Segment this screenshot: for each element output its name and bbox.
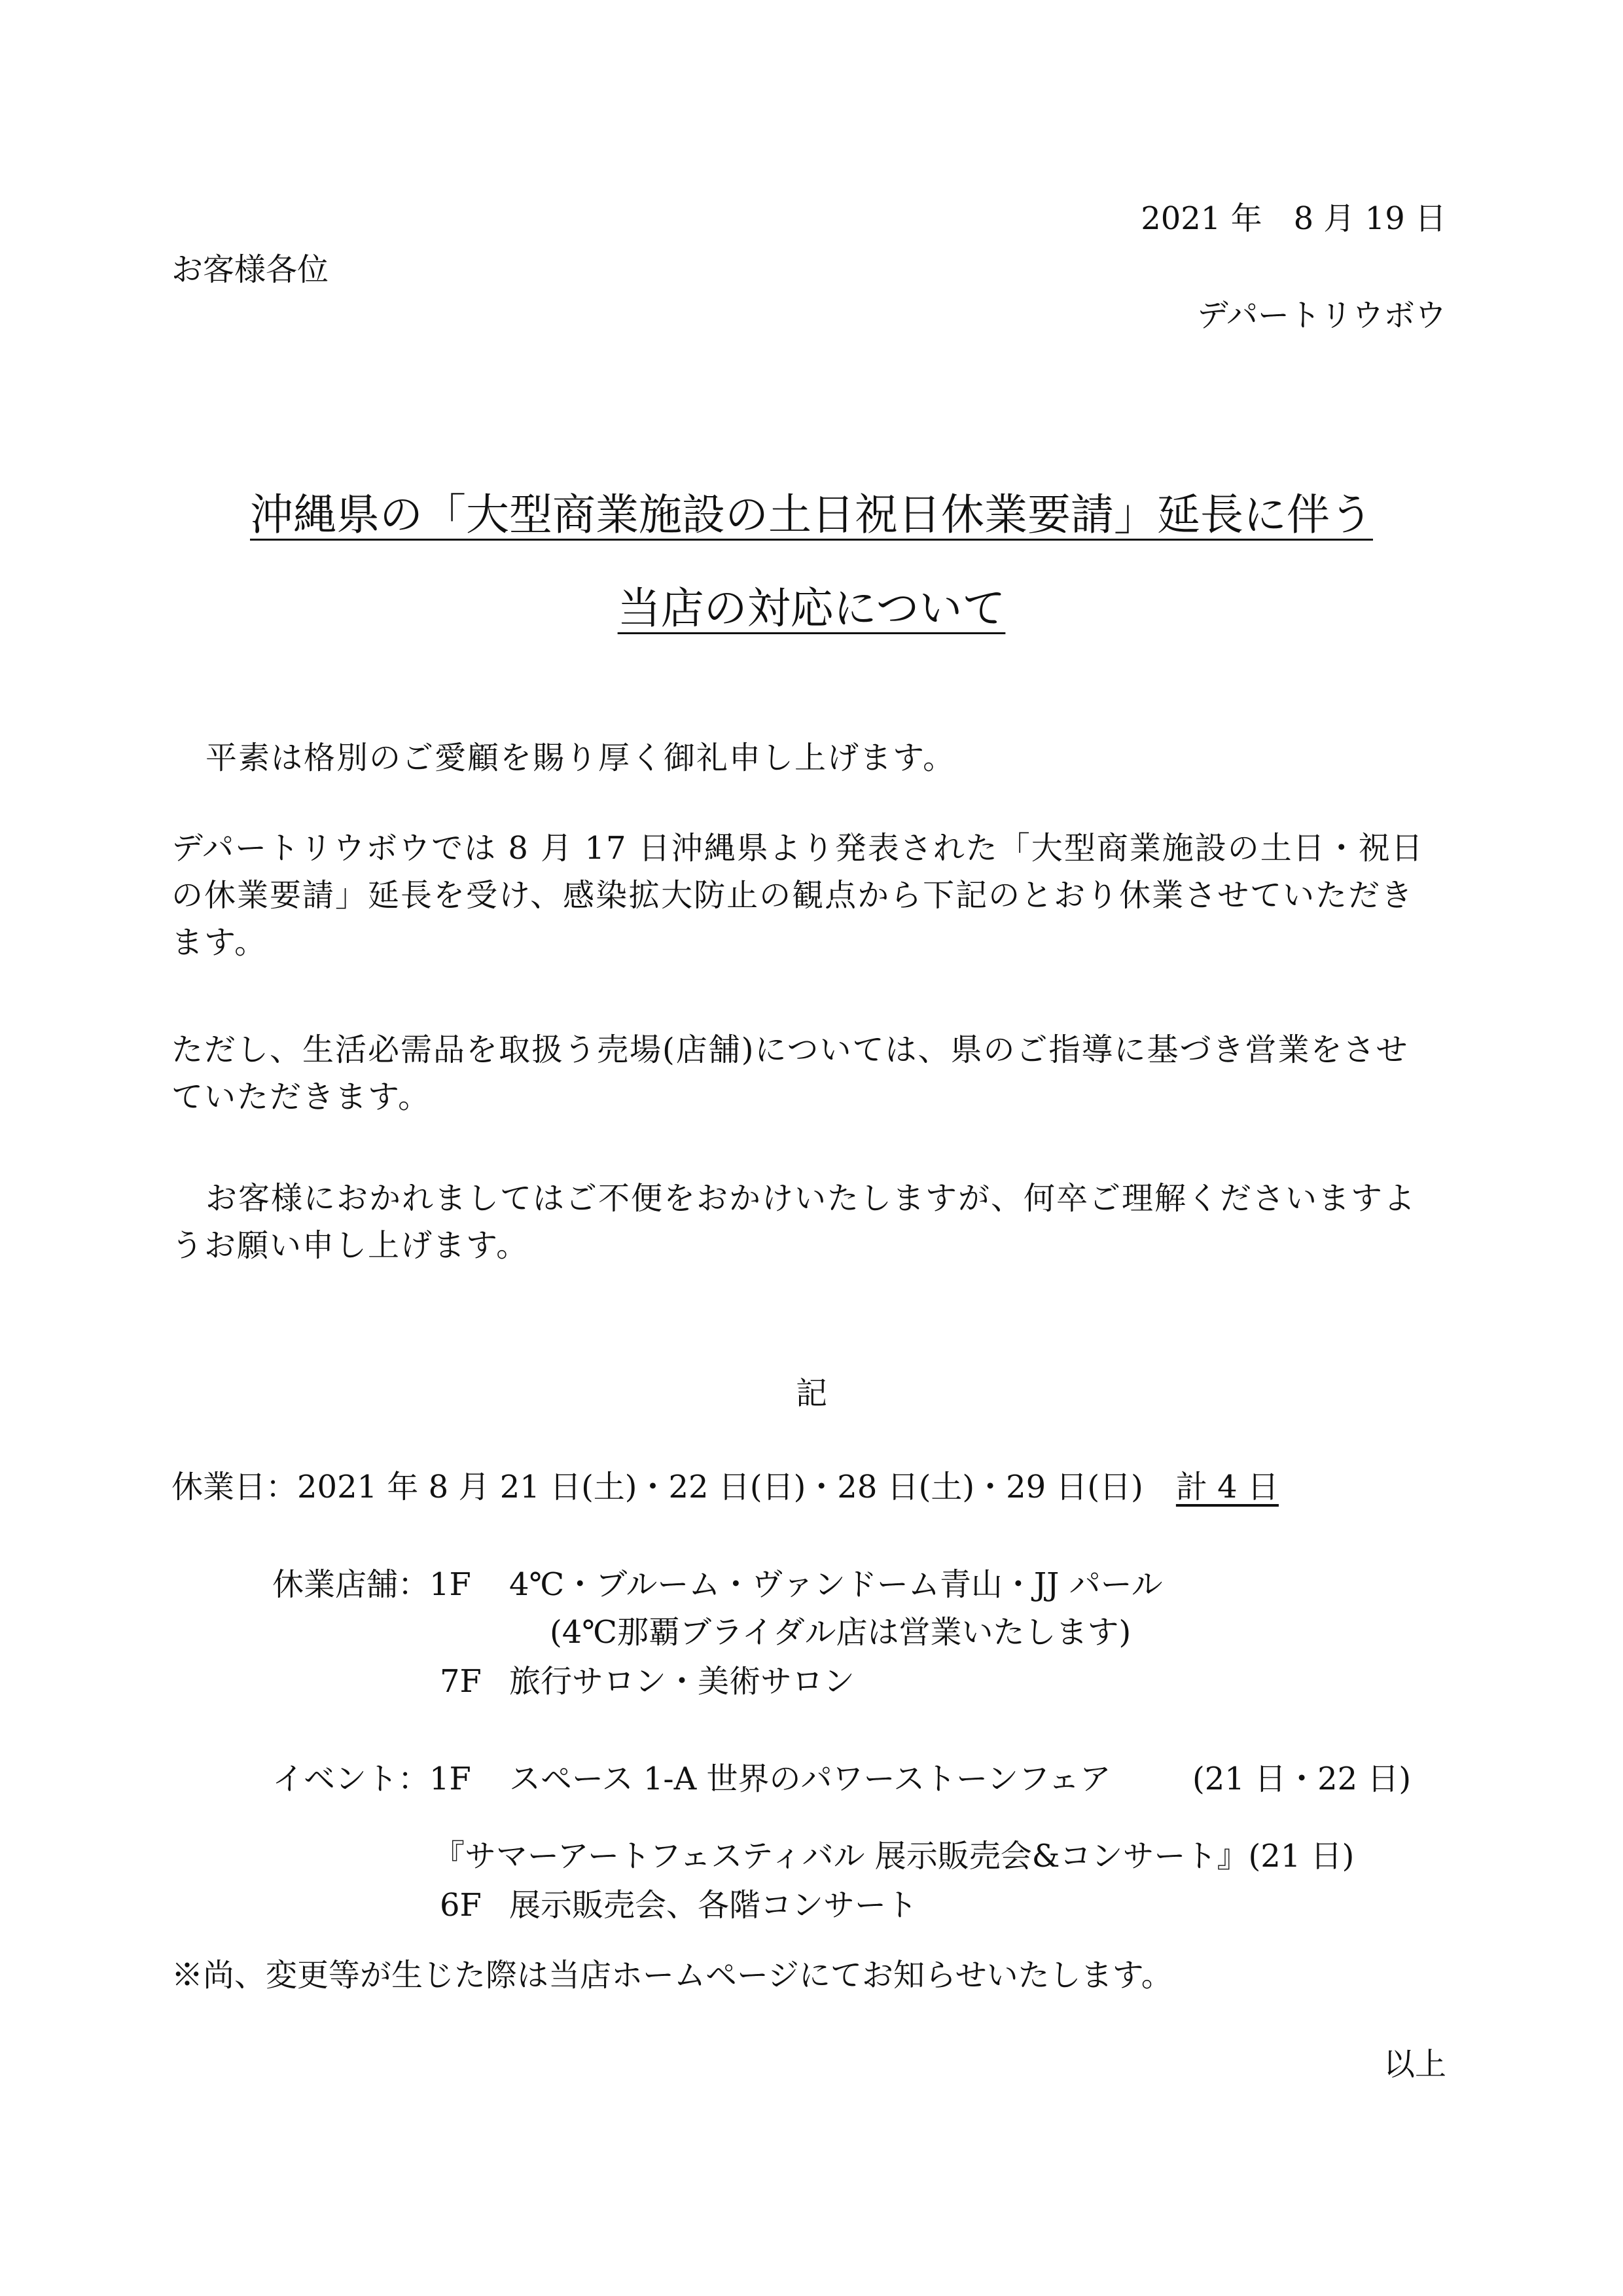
document-date: 2021 年 8 月 19 日: [1141, 200, 1446, 237]
sender-name: デパートリウボウ: [1196, 297, 1446, 334]
closed-stores-7f: 旅行サロン・美術サロン: [509, 1663, 855, 1700]
events-1f-dates: (21 日・22 日): [1192, 1761, 1412, 1797]
closure-paragraph: デパートリウボウでは 8 月 17 日沖縄県より発表された「大型商業施設の土日・祝日 の休業要請」延長を受け、感染拡大防止の観点から下記のとおり休業させていただき ます。: [171, 830, 1424, 961]
exception-paragraph: ただし、生活必需品を取扱う売場(店舗)については、県のご指導に基づき営業をさせ ていただきます。: [171, 1031, 1409, 1115]
greeting-paragraph: 平素は格別のご愛顧を賜り厚く御礼申し上げます。: [205, 740, 956, 776]
events-6f-floor: 6F: [440, 1887, 482, 1924]
closed-stores-7f-floor: 7F: [440, 1663, 482, 1700]
events-6f: 展示販売会、各階コンサート: [509, 1887, 918, 1924]
footnote: ※尚、変更等が生じた際は当店ホームページにてお知らせいたします。: [171, 1957, 1173, 1994]
title-line-1: 沖縄県の「大型商業施設の土日祝日休業要請」延長に伴う: [250, 490, 1373, 540]
closed-stores-label: 休業店舗：1F: [272, 1566, 471, 1603]
title-line-2: 当店の対応について: [617, 583, 1006, 634]
closed-stores-1f-note: (4℃那覇ブライダル店は営業いたします): [550, 1614, 1132, 1651]
apology-paragraph: お客様におかれましてはご不便をおかけいたしますが、何卒ご理解くださいますよ うお願い申し上げます。: [171, 1180, 1417, 1264]
closed-days: 休業日：2021 年 8 月 21 日(土)・22 日(日)・28 日(土)・29 日(日) 計 4 日: [171, 1469, 1279, 1505]
events-1f: スペース 1-A 世界のパワーストーンフェア: [509, 1761, 1111, 1797]
events-label: イベント：1F: [272, 1761, 471, 1797]
addressee: お客様各位: [171, 251, 329, 288]
closed-days-total: 計 4 日: [1175, 1469, 1279, 1505]
closed-stores-1f: 4℃・ブルーム・ヴァンドーム青山・JJ パール: [509, 1566, 1163, 1603]
notice-heading: 記: [795, 1375, 827, 1412]
events-festival: 『サマーアートフェスティバル 展示販売会&コンサート』(21 日): [433, 1838, 1355, 1874]
closing-mark: 以上: [1383, 2046, 1446, 2083]
